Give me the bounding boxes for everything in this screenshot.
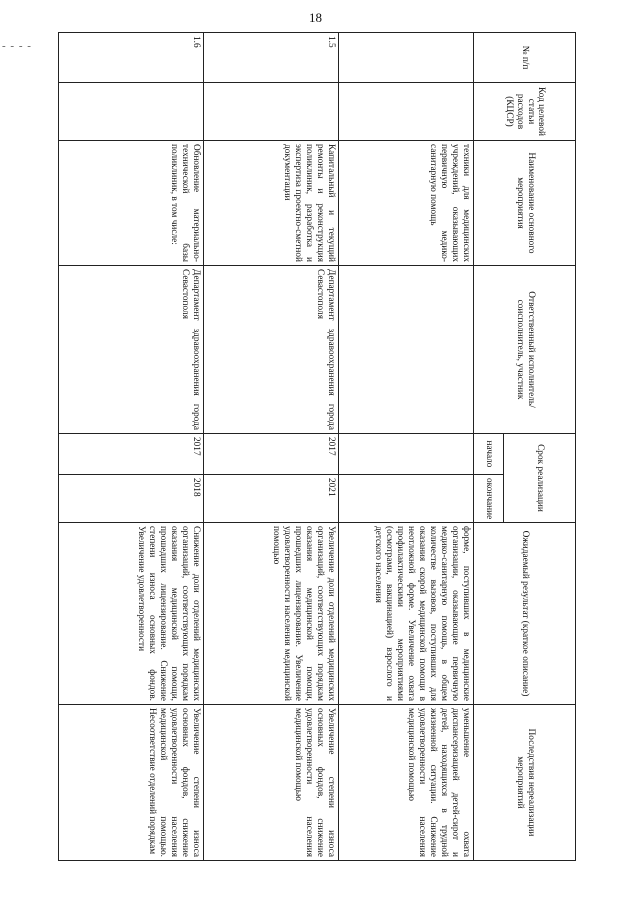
cell-num	[338, 33, 473, 83]
header-period: Срок реализации	[504, 434, 576, 523]
table-row	[338, 33, 473, 861]
cell-num: 1.6	[59, 33, 204, 83]
cell-start	[338, 434, 473, 475]
measures-table	[58, 32, 576, 861]
cell-start: 2017	[203, 434, 338, 475]
cell-responsible: Департамент здравоохранения города Севастополя	[203, 266, 338, 434]
cell-code	[338, 83, 473, 141]
header-num: № п/п	[474, 33, 576, 83]
header-end: окончание	[474, 475, 504, 523]
cell-name: Обновление материально-технической базы поликлиник, в том числе:	[59, 141, 204, 266]
cell-result: Увеличение доли отделений медицинских организаций, соответствующих порядкам оказания медицинской помощи, прошедших лицензирование. Увеличение удовлетворенности населения медицинской помощью	[203, 523, 338, 705]
cell-name: Капитальный и текущий ремонты и реконструкция поликлиник, разработка и экспертиза проектно-сметной документации	[203, 141, 338, 266]
cell-end	[338, 475, 473, 523]
cell-num: 1.5	[203, 33, 338, 83]
page-number: 18	[309, 10, 322, 25]
cell-result: Снижение доли отделений медицинских организаций, соответствующих порядкам оказания медицинской помощи, прошедших лицензирование. Снижение степени износа основных фондов. Увеличение удовлетворенности	[59, 523, 204, 705]
cell-responsible	[338, 266, 473, 434]
cell-code	[203, 83, 338, 141]
cell-start: 2017	[59, 434, 204, 475]
cell-result: форме, поступивших в медицинские организации, оказывающие первичную медико-санитарную помощь, в общем количестве вызовов, поступивших для оказания скорой медицинской помощи в неотложной форме. Увеличение охвата профилактическими мероприятиями (осмотрами, вакцинацией) взрослого и детского населения	[338, 523, 473, 705]
cell-responsible: Департамент здравоохранения города Севастополя	[59, 266, 204, 434]
header-responsible: Ответственный исполнитель/соисполнитель, участник	[474, 266, 576, 434]
rotated-table-container	[58, 32, 576, 860]
margin-mark: - - - -	[2, 40, 32, 52]
header-consequence: Последствия нереализации мероприятий	[474, 705, 576, 861]
table-row	[203, 33, 338, 861]
cell-consequence: Увеличение степени износа основных фондов, снижение удовлетворенности населения медицинской помощью. Несоответствие отделений порядкам	[59, 705, 204, 861]
cell-end: 2018	[59, 475, 204, 523]
table-row	[59, 33, 204, 861]
cell-code	[59, 83, 204, 141]
header-row	[504, 33, 576, 861]
header-start: начало	[474, 434, 504, 475]
header-code: Код целевой статьи расходов (КЦСР)	[474, 83, 576, 141]
cell-consequence: уменьшение охвата диспансеризацией детей-сирот и детей, находящихся в трудной жизненной ситуации. Снижение удовлетворенности населения медицинской помощью	[338, 705, 473, 861]
cell-consequence: Увеличение степени износа основных фондов, снижение удовлетворенности населения медицинской помощью	[203, 705, 338, 861]
header-result: Ожидаемый результат (краткое описание)	[474, 523, 576, 705]
cell-end: 2021	[203, 475, 338, 523]
cell-name: техники для медицинских учреждений, оказывающих первичную медико-санитарную помощь	[338, 141, 473, 266]
header-name: Наименование основного мероприятия	[474, 141, 576, 266]
